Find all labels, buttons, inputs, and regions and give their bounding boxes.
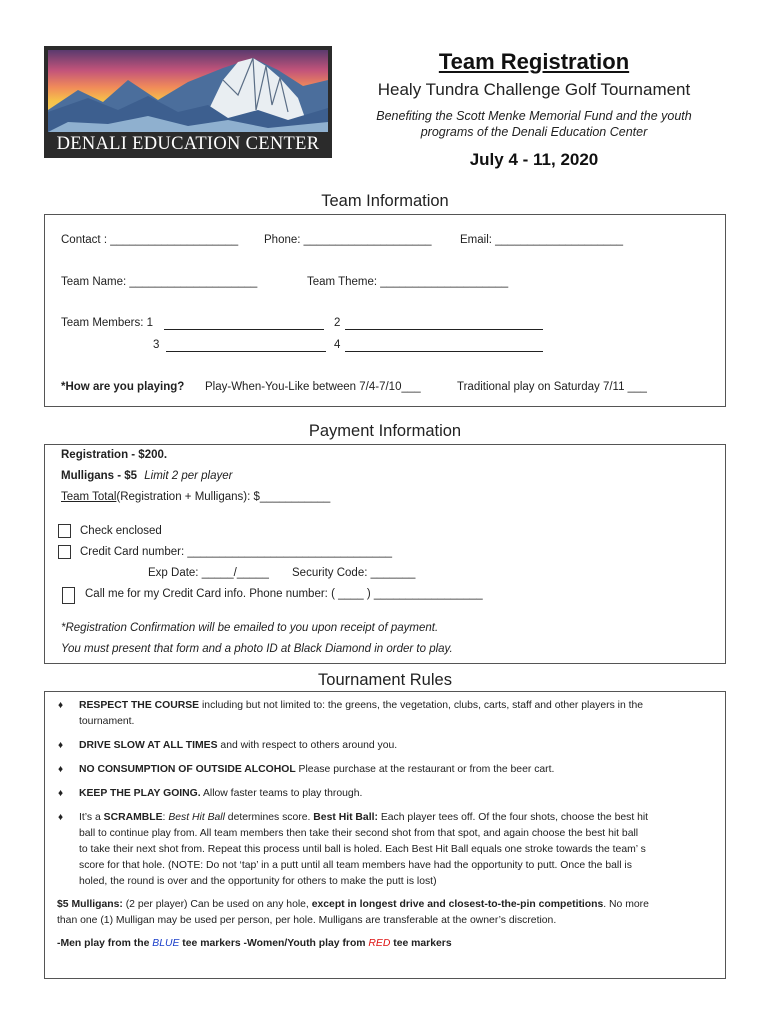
bullet-diamond-icon: ♦ (58, 764, 64, 775)
rule-respect-course: RESPECT THE COURSE including but not limited to: the greens, the vegetation, clubs, carts, staff and other players in the tournament. (79, 700, 644, 727)
benefit-line-1: Benefiting the Scott Menke Memorial Fund and the youth (376, 109, 692, 123)
play-option-when-you-like[interactable]: Play-When-You-Like between 7/4-7/10___ (205, 381, 421, 393)
member-4-line[interactable] (345, 351, 543, 352)
team-total-field[interactable] (61, 491, 330, 503)
credit-card-checkbox[interactable] (58, 545, 71, 559)
bullet-diamond-icon: ♦ (58, 740, 64, 751)
rule-scramble: It’s a SCRAMBLE: Best Hit Ball determines score. Best Hit Ball: Each player tees off. Of the four shots, choose the best hit ball to continue play from. All team members then take their second shot from that spot, and again choose the best hit ball to take their next shot from. Repeat this process until ball is holed. Each Best Hit Ball equals one stroke towards the team’ s score for that hole. (NOTE: Do not ‘tap’ in a putt until all team members have had the opportunity to putt. Once the ball is holed, the round is over and the opportunity for others to make the putt is lost) (79, 812, 649, 887)
security-code-field[interactable]: Security Code: _______ (292, 567, 416, 579)
member-1-line[interactable] (164, 329, 324, 330)
blue-tee-label: BLUE (152, 938, 180, 949)
email-field[interactable]: Email: ____________________ (460, 234, 624, 246)
team-theme-field[interactable]: Team Theme: ____________________ (307, 276, 509, 288)
event-dates: July 4 - 11, 2020 (469, 150, 599, 169)
photo-id-note: You must present that form and a photo ID at Black Diamond in order to play. (61, 643, 453, 655)
mulligans-line (61, 470, 232, 482)
mountain-sunset-graphic (48, 50, 328, 132)
denali-logo (44, 46, 332, 158)
call-me-field[interactable]: Call me for my Credit Card info. Phone number: ( ____ ) _________________ (85, 588, 483, 600)
credit-card-field[interactable]: Credit Card number: ________________________________ (80, 546, 393, 558)
exp-date-field[interactable]: Exp Date: _____/_____ (148, 567, 269, 579)
rule-keep-play-going: KEEP THE PLAY GOING. Allow faster teams to play through. (79, 788, 363, 799)
registration-fee: Registration - $200. (61, 449, 168, 461)
rules-section-title: Tournament Rules (318, 671, 452, 689)
event-subtitle: Healy Tundra Challenge Golf Tournament (377, 80, 691, 99)
phone-field[interactable]: Phone: ____________________ (264, 234, 432, 246)
payment-section-title: Payment Information (308, 422, 462, 440)
member-4-number: 4 (334, 339, 341, 351)
mulligans-label: Mulligans - $5 (61, 470, 138, 482)
team-members-label: Team Members: 1 (61, 317, 154, 329)
bullet-diamond-icon: ♦ (58, 788, 64, 799)
team-name-field[interactable]: Team Name: ____________________ (61, 276, 258, 288)
member-3-number: 3 (153, 339, 160, 351)
bullet-diamond-icon: ♦ (58, 700, 64, 711)
red-tee-label: RED (368, 938, 391, 949)
member-2-line[interactable] (345, 329, 543, 330)
check-enclosed-label: Check enclosed (80, 525, 162, 537)
member-2-number: 2 (334, 317, 341, 329)
rule-no-outside-alcohol: NO CONSUMPTION OF OUTSIDE ALCOHOL Please purchase at the restaurant or from the beer cart. (79, 764, 555, 775)
member-3-line[interactable] (166, 351, 326, 352)
play-option-traditional[interactable]: Traditional play on Saturday 7/11 ___ (457, 381, 647, 393)
team-total-label: Team Total (61, 491, 117, 503)
mulligans-rule: $5 Mulligans: (2 per player) Can be used on any hole, except in longest drive and closest-to-the-pin competitions. No more than one (1) Mulligan may be used per person, per hole. Mulligans are transferable at the owner’s discretion. (57, 899, 649, 926)
team-section-title: Team Information (321, 192, 449, 210)
how-playing-label: *How are you playing? (61, 381, 185, 393)
team-total-rest: (Registration + Mulligans): $___________ (116, 491, 331, 503)
benefit-line-2: programs of the Denali Education Center (420, 125, 648, 139)
page-title: Team Registration (438, 49, 630, 74)
tee-markers-rule: -Men play from the BLUE tee markers -Women/Youth play from RED tee markers (57, 938, 452, 949)
benefit-text (340, 108, 728, 140)
confirmation-note: *Registration Confirmation will be emailed to you upon receipt of payment. (61, 622, 439, 634)
bullet-diamond-icon: ♦ (58, 812, 64, 823)
logo-text: DENALI EDUCATION CENTER (56, 134, 320, 154)
call-me-checkbox[interactable] (62, 587, 75, 604)
mulligans-limit: Limit 2 per player (144, 470, 233, 482)
check-enclosed-checkbox[interactable] (58, 524, 71, 538)
rule-drive-slow: DRIVE SLOW AT ALL TIMES and with respect to others around you. (79, 740, 398, 751)
contact-field[interactable]: Contact : ____________________ (61, 234, 239, 246)
